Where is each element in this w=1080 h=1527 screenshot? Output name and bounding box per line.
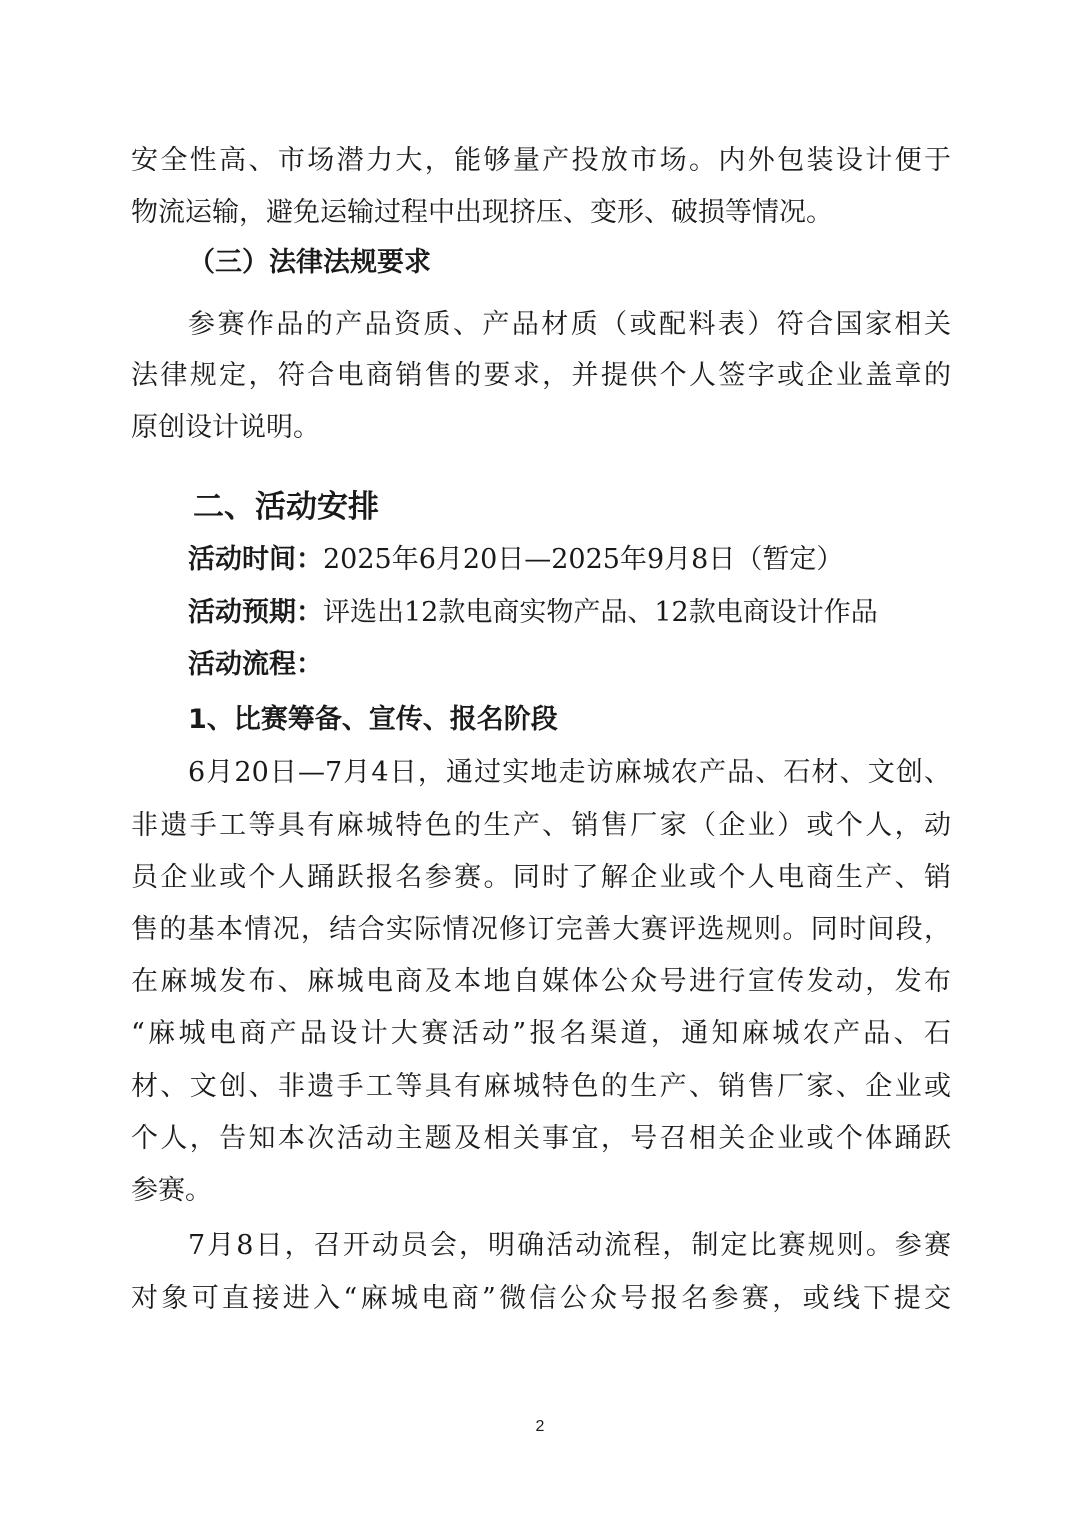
chapter-heading: 二、活动安排 [193,489,379,525]
body-text-line: 对象可直接进入“麻城电商”微信公众号报名参赛，或线下提交 [131,1283,951,1314]
activity-flow-row [188,647,323,683]
activity-time-value: 2025年6月20日—2025年9月8日（暂定） [323,544,844,575]
activity-time-label: 活动时间： [188,544,323,575]
body-text-line: 参赛作品的产品资质、产品材质（或配料表）符合国家相关 [188,309,951,340]
stage-heading: 1、比赛筹备、宣传、报名阶段 [188,704,558,735]
body-text-line: 售的基本情况，结合实际情况修订完善大赛评选规则。同时间段， [131,914,951,945]
body-text-line: 员企业或个人踊跃报名参赛。同时了解企业或个人电商生产、销 [131,862,951,893]
page-number: 2 [535,1418,545,1435]
body-text-line: 参赛。 [131,1175,212,1206]
activity-time-row [188,542,843,578]
body-text-line: 7月8日，召开动员会，明确活动流程，制定比赛规则。参赛 [188,1230,951,1261]
body-text-line: 物流运输，避免运输过程中出现挤压、变形、破损等情况。 [131,197,833,228]
body-text-line: 个人，告知本次活动主题及相关事宜，号召相关企业或个体踊跃 [131,1123,951,1154]
activity-expect-row [188,595,878,631]
body-text-line: 6月20日—7月4日，通过实地走访麻城农产品、石材、文创、 [188,757,951,788]
body-text-line: 材、文创、非遗手工等具有麻城特色的生产、销售厂家、企业或 [131,1071,951,1102]
body-text-line: 法律规定，符合电商销售的要求，并提供个人签字或企业盖章的 [131,360,951,391]
activity-flow-label: 活动流程： [188,649,323,680]
section-heading: （三）法律法规要求 [188,247,431,278]
body-text-line: “麻城电商产品设计大赛活动”报名渠道，通知麻城农产品、石 [131,1018,951,1049]
activity-expect-label: 活动预期： [188,597,323,628]
activity-expect-value: 评选出12款电商实物产品、12款电商设计作品 [323,597,878,628]
body-text-line: 原创设计说明。 [131,412,320,443]
body-text-line: 安全性高、市场潜力大，能够量产投放市场。内外包装设计便于 [131,145,951,176]
body-text-line: 在麻城发布、麻城电商及本地自媒体公众号进行宣传发动，发布 [131,966,951,997]
body-text-line: 非遗手工等具有麻城特色的生产、销售厂家（企业）或个人，动 [131,810,951,841]
